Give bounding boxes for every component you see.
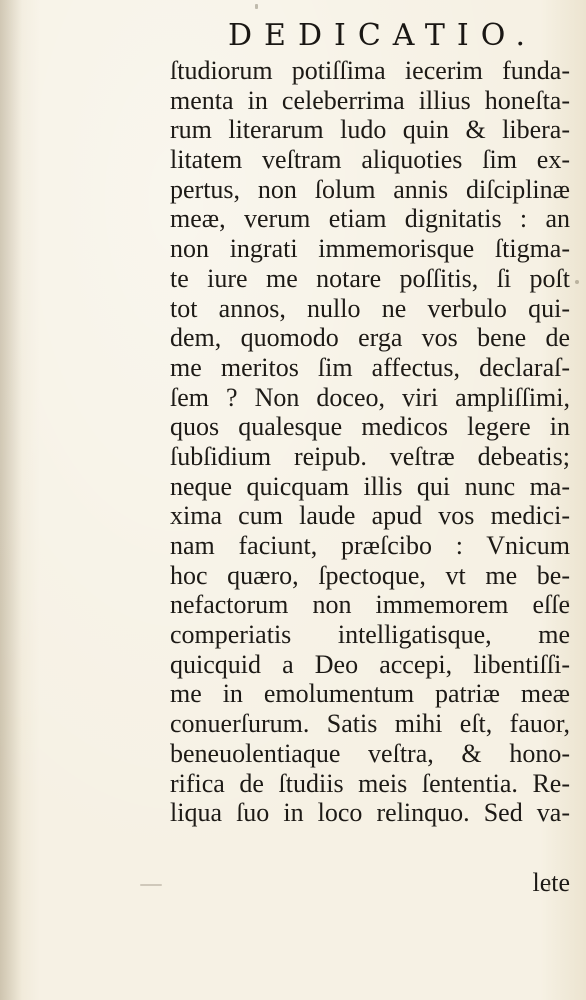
text-line: nam faciunt, præſcibo : Vnicum (170, 531, 570, 560)
text-line: rifica de ſtudiis meis ſententia. Re- (170, 768, 570, 798)
paper-speck (255, 4, 258, 9)
paper-speck (548, 880, 550, 889)
catchword: lete (532, 868, 570, 897)
text-line: xima cum laude apud vos medici- (170, 501, 570, 531)
text-line: menta in celeberrima illius honeſta- (170, 85, 570, 115)
text-line: te iure me notare poſſitis, ſi poſt (170, 263, 570, 293)
paper-speck (566, 600, 569, 603)
text-line: litatem veſtram aliquoties ſim ex- (170, 145, 570, 175)
running-head: DEDICATIO. (228, 18, 538, 53)
text-line: rum literarum ludo quin & libera- (170, 115, 570, 145)
text-line: meæ, verum etiam dignitatis : an (170, 204, 570, 234)
text-line: pertus, non ſolum annis diſciplinæ (170, 174, 570, 204)
text-line: me in emolumentum patriæ meæ (170, 679, 570, 709)
body-text (170, 56, 570, 828)
text-line: tot annos, nullo ne verbulo qui- (170, 293, 570, 323)
text-line: hoc quæro, ſpectoque, vt me be- (170, 560, 570, 590)
text-line: nefactorum non immemorem eſſe (170, 590, 570, 620)
text-line: ſubſidium reipub. veſtræ debeatis; (170, 441, 570, 471)
text-line: ſem ? Non doceo, viri ampliſſimi, (170, 382, 570, 412)
paper-speck (575, 280, 579, 284)
text-line: comperiatis intelligatisque, me (170, 620, 570, 650)
text-line: conuerſurum. Satis mihi eſt, fauor, (170, 709, 570, 739)
text-line: ſtudiorum potiſſima iecerim funda- (170, 56, 570, 85)
text-line: quicquid a Deo accepi, libentiſſi- (170, 649, 570, 679)
gutter-shadow (0, 0, 22, 1000)
text-line: me meritos ſim affectus, declaraſ- (170, 352, 570, 382)
text-line: dem, quomodo erga vos bene de (170, 323, 570, 353)
text-line: neque quicquam illis qui nunc ma- (170, 471, 570, 501)
text-line: non ingrati immemorisque ſtigma- (170, 234, 570, 264)
text-line: quos qualesque medicos legere in (170, 412, 570, 442)
text-line: beneuolentiaque veſtra, & hono- (170, 738, 570, 768)
paper-speck (140, 884, 162, 886)
text-line: liqua ſuo in loco relinquo. Sed va- (170, 798, 570, 828)
